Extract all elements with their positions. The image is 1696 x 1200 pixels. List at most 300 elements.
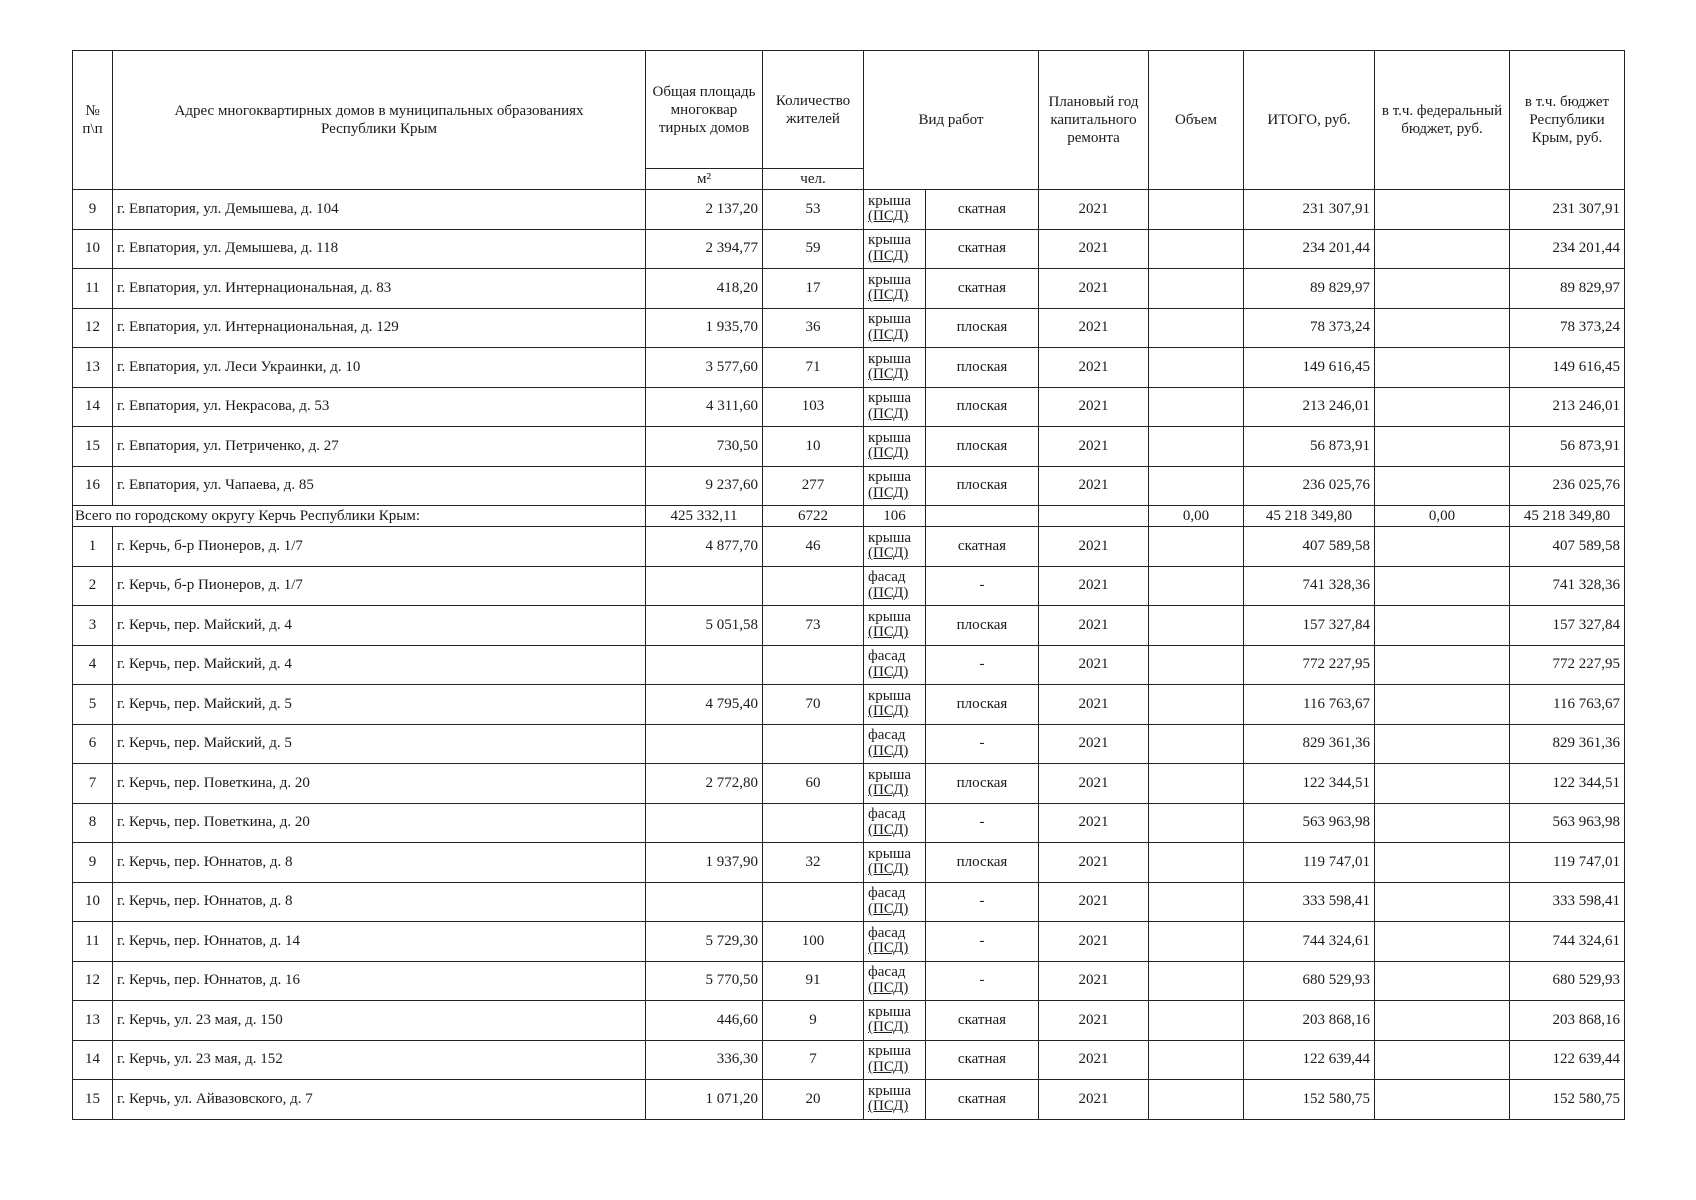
row-work-type (864, 387, 926, 427)
table-header (73, 51, 1625, 190)
row-total: 234 201,44 (1244, 229, 1375, 269)
row-residents: 73 (763, 606, 864, 646)
row-num: 14 (73, 1040, 113, 1080)
row-work-type (864, 308, 926, 348)
row-volume (1149, 1001, 1244, 1041)
table-row (73, 1080, 1625, 1120)
row-roof-kind: - (926, 724, 1039, 764)
row-year: 2021 (1039, 466, 1149, 506)
row-volume (1149, 269, 1244, 309)
repair-program-table (72, 50, 1625, 1120)
row-work-stage: (ПСД) (868, 821, 909, 838)
row-republic: 78 373,24 (1510, 308, 1625, 348)
header-area-unit: м² (646, 169, 763, 190)
row-republic: 56 873,91 (1510, 427, 1625, 467)
table-body-evpatoria (73, 190, 1625, 506)
row-work-stage: (ПСД) (868, 703, 909, 720)
table-row (73, 387, 1625, 427)
row-area (646, 645, 763, 685)
row-roof-kind: плоская (926, 308, 1039, 348)
row-roof-kind: - (926, 566, 1039, 606)
row-work-stage: (ПСД) (868, 900, 909, 917)
row-address: г. Евпатория, ул. Интернациональная, д. 83 (113, 269, 646, 309)
row-work-object: крыша (868, 429, 912, 446)
row-total: 78 373,24 (1244, 308, 1375, 348)
row-work-object: фасад (868, 885, 906, 901)
table-row (73, 961, 1625, 1001)
row-work-stage: (ПСД) (868, 979, 909, 996)
table-row (73, 843, 1625, 883)
row-work-stage: (ПСД) (868, 484, 909, 501)
row-work-stage: (ПСД) (868, 861, 909, 878)
header-address: Адрес многоквартирных домов в муниципальных образованиях Республики Крым (113, 51, 646, 190)
row-roof-kind: - (926, 803, 1039, 843)
row-roof-kind: скатная (926, 190, 1039, 230)
row-work-stage: (ПСД) (868, 1098, 909, 1115)
row-volume (1149, 685, 1244, 725)
row-area: 3 577,60 (646, 348, 763, 388)
row-federal (1375, 190, 1510, 230)
row-federal (1375, 387, 1510, 427)
row-total: 236 025,76 (1244, 466, 1375, 506)
table-row (73, 922, 1625, 962)
row-address: г. Керчь, пер. Юннатов, д. 8 (113, 843, 646, 883)
row-federal (1375, 1001, 1510, 1041)
row-num: 2 (73, 566, 113, 606)
row-total: 829 361,36 (1244, 724, 1375, 764)
row-year: 2021 (1039, 269, 1149, 309)
row-work-type (864, 882, 926, 922)
row-area (646, 566, 763, 606)
row-residents: 59 (763, 229, 864, 269)
row-year: 2021 (1039, 527, 1149, 567)
header-volume: Объем (1149, 51, 1244, 190)
row-num: 15 (73, 427, 113, 467)
row-residents: 46 (763, 527, 864, 567)
row-num: 13 (73, 348, 113, 388)
row-total: 56 873,91 (1244, 427, 1375, 467)
row-volume (1149, 922, 1244, 962)
row-federal (1375, 882, 1510, 922)
row-roof-kind: - (926, 645, 1039, 685)
row-volume (1149, 387, 1244, 427)
row-area: 1 935,70 (646, 308, 763, 348)
row-volume (1149, 1080, 1244, 1120)
row-roof-kind: скатная (926, 527, 1039, 567)
table-row (73, 803, 1625, 843)
row-area (646, 882, 763, 922)
row-total: 119 747,01 (1244, 843, 1375, 883)
row-roof-kind: плоская (926, 843, 1039, 883)
row-year: 2021 (1039, 1080, 1149, 1120)
row-year: 2021 (1039, 387, 1149, 427)
row-area: 1 937,90 (646, 843, 763, 883)
row-address: г. Евпатория, ул. Леси Украинки, д. 10 (113, 348, 646, 388)
row-republic: 149 616,45 (1510, 348, 1625, 388)
row-volume (1149, 961, 1244, 1001)
row-work-stage: (ПСД) (868, 624, 909, 641)
row-area: 2 137,20 (646, 190, 763, 230)
row-total: 563 963,98 (1244, 803, 1375, 843)
row-roof-kind: - (926, 882, 1039, 922)
row-roof-kind: - (926, 961, 1039, 1001)
total-count: 106 (864, 506, 926, 527)
row-work-object: крыша (868, 1003, 912, 1020)
row-num: 12 (73, 961, 113, 1001)
row-volume (1149, 764, 1244, 804)
row-roof-kind: плоская (926, 685, 1039, 725)
row-work-stage: (ПСД) (868, 208, 909, 225)
row-residents: 7 (763, 1040, 864, 1080)
row-area: 2 772,80 (646, 764, 763, 804)
row-work-type (864, 1040, 926, 1080)
row-total: 89 829,97 (1244, 269, 1375, 309)
row-work-object: крыша (868, 608, 912, 625)
header-year: Плановый год капитального ремонта (1039, 51, 1149, 190)
row-num: 14 (73, 387, 113, 427)
row-roof-kind: скатная (926, 229, 1039, 269)
row-area: 4 311,60 (646, 387, 763, 427)
row-year: 2021 (1039, 843, 1149, 883)
row-num: 8 (73, 803, 113, 843)
row-area: 1 071,20 (646, 1080, 763, 1120)
row-work-object: фасад (868, 648, 906, 664)
row-year: 2021 (1039, 427, 1149, 467)
header-work: Вид работ (864, 51, 1039, 190)
table-row (73, 229, 1625, 269)
row-residents: 277 (763, 466, 864, 506)
row-address: г. Керчь, ул. 23 мая, д. 150 (113, 1001, 646, 1041)
row-work-stage: (ПСД) (868, 366, 909, 383)
row-address: г. Керчь, пер. Поветкина, д. 20 (113, 764, 646, 804)
row-roof-kind: плоская (926, 764, 1039, 804)
row-federal (1375, 308, 1510, 348)
row-residents: 32 (763, 843, 864, 883)
header-residents-unit: чел. (763, 169, 864, 190)
row-total: 231 307,91 (1244, 190, 1375, 230)
header-residents: Количество жителей (763, 51, 864, 169)
header-federal: в т.ч. федеральный бюджет, руб. (1375, 51, 1510, 190)
row-residents: 17 (763, 269, 864, 309)
row-year: 2021 (1039, 606, 1149, 646)
header-area: Общая площадь многоквар тирных домов (646, 51, 763, 169)
row-address: г. Керчь, пер. Майский, д. 4 (113, 606, 646, 646)
row-year: 2021 (1039, 645, 1149, 685)
row-work-type (864, 922, 926, 962)
row-volume (1149, 348, 1244, 388)
table-row (73, 1040, 1625, 1080)
row-total: 407 589,58 (1244, 527, 1375, 567)
row-work-type (864, 764, 926, 804)
row-residents: 91 (763, 961, 864, 1001)
row-num: 10 (73, 229, 113, 269)
row-volume (1149, 229, 1244, 269)
row-area: 730,50 (646, 427, 763, 467)
table-row (73, 427, 1625, 467)
row-residents: 36 (763, 308, 864, 348)
row-work-type (864, 427, 926, 467)
row-republic: 152 580,75 (1510, 1080, 1625, 1120)
row-work-type (864, 229, 926, 269)
row-area: 4 795,40 (646, 685, 763, 725)
row-area: 5 729,30 (646, 922, 763, 962)
row-republic: 122 344,51 (1510, 764, 1625, 804)
row-work-type (864, 348, 926, 388)
row-work-stage: (ПСД) (868, 940, 909, 957)
row-address: г. Керчь, пер. Юннатов, д. 8 (113, 882, 646, 922)
header-total: ИТОГО, руб. (1244, 51, 1375, 190)
row-volume (1149, 843, 1244, 883)
row-work-object: фасад (868, 964, 906, 980)
row-roof-kind: - (926, 922, 1039, 962)
row-work-type (864, 685, 926, 725)
row-area: 2 394,77 (646, 229, 763, 269)
row-work-stage: (ПСД) (868, 247, 909, 264)
row-federal (1375, 427, 1510, 467)
row-republic: 333 598,41 (1510, 882, 1625, 922)
row-republic: 122 639,44 (1510, 1040, 1625, 1080)
row-roof-kind: скатная (926, 1040, 1039, 1080)
row-federal (1375, 566, 1510, 606)
row-roof-kind: скатная (926, 1080, 1039, 1120)
row-volume (1149, 466, 1244, 506)
row-work-stage: (ПСД) (868, 663, 909, 680)
row-republic: 116 763,67 (1510, 685, 1625, 725)
row-federal (1375, 269, 1510, 309)
row-residents: 10 (763, 427, 864, 467)
row-address: г. Керчь, б-р Пионеров, д. 1/7 (113, 527, 646, 567)
row-residents: 71 (763, 348, 864, 388)
header-num: № п\п (73, 51, 113, 190)
row-volume (1149, 882, 1244, 922)
row-republic: 829 361,36 (1510, 724, 1625, 764)
row-republic: 231 307,91 (1510, 190, 1625, 230)
total-kind (926, 506, 1039, 527)
row-year: 2021 (1039, 685, 1149, 725)
row-work-type (864, 803, 926, 843)
row-area: 4 877,70 (646, 527, 763, 567)
row-total: 122 344,51 (1244, 764, 1375, 804)
total-label: Всего по городскому округу Керчь Республики Крым: (73, 506, 646, 527)
row-area: 5 770,50 (646, 961, 763, 1001)
row-work-stage: (ПСД) (868, 584, 909, 601)
row-area (646, 724, 763, 764)
row-work-object: фасад (868, 727, 906, 743)
row-republic: 407 589,58 (1510, 527, 1625, 567)
row-address: г. Керчь, пер. Юннатов, д. 16 (113, 961, 646, 1001)
row-address: г. Керчь, ул. 23 мая, д. 152 (113, 1040, 646, 1080)
row-work-type (864, 843, 926, 883)
row-num: 3 (73, 606, 113, 646)
row-work-object: крыша (868, 232, 912, 248)
row-federal (1375, 843, 1510, 883)
table-body-kerch (73, 527, 1625, 1120)
row-num: 6 (73, 724, 113, 764)
row-republic: 157 327,84 (1510, 606, 1625, 646)
row-num: 13 (73, 1001, 113, 1041)
row-total: 203 868,16 (1244, 1001, 1375, 1041)
row-republic: 119 747,01 (1510, 843, 1625, 883)
row-roof-kind: плоская (926, 466, 1039, 506)
row-num: 10 (73, 882, 113, 922)
row-federal (1375, 1040, 1510, 1080)
table-row (73, 882, 1625, 922)
row-work-stage: (ПСД) (868, 545, 909, 562)
row-address: г. Керчь, пер. Юннатов, д. 14 (113, 922, 646, 962)
row-work-object: крыша (868, 192, 912, 209)
row-volume (1149, 645, 1244, 685)
row-volume (1149, 724, 1244, 764)
row-address: г. Керчь, пер. Майский, д. 5 (113, 685, 646, 725)
table-row (73, 527, 1625, 567)
row-total: 157 327,84 (1244, 606, 1375, 646)
row-work-object: крыша (868, 469, 912, 485)
row-total: 680 529,93 (1244, 961, 1375, 1001)
row-year: 2021 (1039, 308, 1149, 348)
row-residents (763, 566, 864, 606)
row-work-stage: (ПСД) (868, 326, 909, 343)
row-roof-kind: скатная (926, 1001, 1039, 1041)
row-year: 2021 (1039, 922, 1149, 962)
row-work-type (864, 1001, 926, 1041)
table-row (73, 606, 1625, 646)
row-year: 2021 (1039, 882, 1149, 922)
row-federal (1375, 961, 1510, 1001)
row-federal (1375, 685, 1510, 725)
row-total: 744 324,61 (1244, 922, 1375, 962)
row-num: 7 (73, 764, 113, 804)
total-area: 425 332,11 (646, 506, 763, 527)
row-work-object: крыша (868, 687, 912, 704)
row-residents: 70 (763, 685, 864, 725)
table-row (73, 685, 1625, 725)
row-num: 1 (73, 527, 113, 567)
row-residents: 103 (763, 387, 864, 427)
header-republic: в т.ч. бюджет Республики Крым, руб. (1510, 51, 1625, 190)
total-volume: 0,00 (1149, 506, 1244, 527)
row-federal (1375, 803, 1510, 843)
row-num: 16 (73, 466, 113, 506)
row-num: 5 (73, 685, 113, 725)
row-federal (1375, 527, 1510, 567)
row-roof-kind: плоская (926, 348, 1039, 388)
row-residents: 9 (763, 1001, 864, 1041)
row-address: г. Евпатория, ул. Петриченко, д. 27 (113, 427, 646, 467)
row-roof-kind: плоская (926, 606, 1039, 646)
row-federal (1375, 922, 1510, 962)
table-row (73, 1001, 1625, 1041)
row-total: 122 639,44 (1244, 1040, 1375, 1080)
row-roof-kind: скатная (926, 269, 1039, 309)
row-republic: 234 201,44 (1510, 229, 1625, 269)
row-address: г. Керчь, пер. Майский, д. 4 (113, 645, 646, 685)
row-year: 2021 (1039, 764, 1149, 804)
row-work-object: крыша (868, 311, 912, 327)
row-area: 418,20 (646, 269, 763, 309)
row-volume (1149, 566, 1244, 606)
row-work-type (864, 269, 926, 309)
row-republic: 741 328,36 (1510, 566, 1625, 606)
row-residents: 53 (763, 190, 864, 230)
row-federal (1375, 606, 1510, 646)
row-work-object: крыша (868, 766, 912, 783)
row-year: 2021 (1039, 566, 1149, 606)
row-federal (1375, 764, 1510, 804)
row-year: 2021 (1039, 348, 1149, 388)
row-work-type (864, 961, 926, 1001)
row-work-type (864, 466, 926, 506)
row-address: г. Евпатория, ул. Некрасова, д. 53 (113, 387, 646, 427)
row-year: 2021 (1039, 1040, 1149, 1080)
row-num: 9 (73, 190, 113, 230)
row-address: г. Евпатория, ул. Демышева, д. 104 (113, 190, 646, 230)
row-num: 12 (73, 308, 113, 348)
row-work-object: крыша (868, 529, 912, 546)
row-work-object: крыша (868, 271, 912, 288)
row-federal (1375, 724, 1510, 764)
row-work-type (864, 190, 926, 230)
table-row (73, 466, 1625, 506)
row-volume (1149, 308, 1244, 348)
row-roof-kind: плоская (926, 427, 1039, 467)
row-volume (1149, 527, 1244, 567)
row-residents (763, 882, 864, 922)
row-republic: 213 246,01 (1510, 387, 1625, 427)
row-total: 149 616,45 (1244, 348, 1375, 388)
row-volume (1149, 427, 1244, 467)
row-address: г. Керчь, ул. Айвазовского, д. 7 (113, 1080, 646, 1120)
row-work-type (864, 645, 926, 685)
row-work-type (864, 1080, 926, 1120)
row-work-object: крыша (868, 350, 912, 367)
row-work-stage: (ПСД) (868, 782, 909, 799)
row-federal (1375, 229, 1510, 269)
row-num: 11 (73, 922, 113, 962)
row-work-type (864, 527, 926, 567)
row-work-stage: (ПСД) (868, 405, 909, 422)
row-work-type (864, 724, 926, 764)
row-total: 116 763,67 (1244, 685, 1375, 725)
total-row (73, 506, 1625, 527)
row-residents (763, 724, 864, 764)
row-work-object: фасад (868, 569, 906, 585)
row-num: 15 (73, 1080, 113, 1120)
row-work-stage: (ПСД) (868, 1019, 909, 1036)
row-volume (1149, 1040, 1244, 1080)
row-republic: 89 829,97 (1510, 269, 1625, 309)
row-total: 333 598,41 (1244, 882, 1375, 922)
row-work-object: крыша (868, 1043, 912, 1059)
row-num: 11 (73, 269, 113, 309)
row-total: 213 246,01 (1244, 387, 1375, 427)
table-row (73, 269, 1625, 309)
total-year (1039, 506, 1149, 527)
total-residents: 6722 (763, 506, 864, 527)
total-federal: 0,00 (1375, 506, 1510, 527)
row-roof-kind: плоская (926, 387, 1039, 427)
row-work-object: крыша (868, 845, 912, 862)
row-residents: 60 (763, 764, 864, 804)
row-year: 2021 (1039, 724, 1149, 764)
row-work-type (864, 566, 926, 606)
table-row (73, 645, 1625, 685)
row-address: г. Евпатория, ул. Интернациональная, д. 129 (113, 308, 646, 348)
table-row (73, 566, 1625, 606)
row-total: 741 328,36 (1244, 566, 1375, 606)
row-volume (1149, 190, 1244, 230)
row-federal (1375, 1080, 1510, 1120)
row-work-object: фасад (868, 806, 906, 822)
